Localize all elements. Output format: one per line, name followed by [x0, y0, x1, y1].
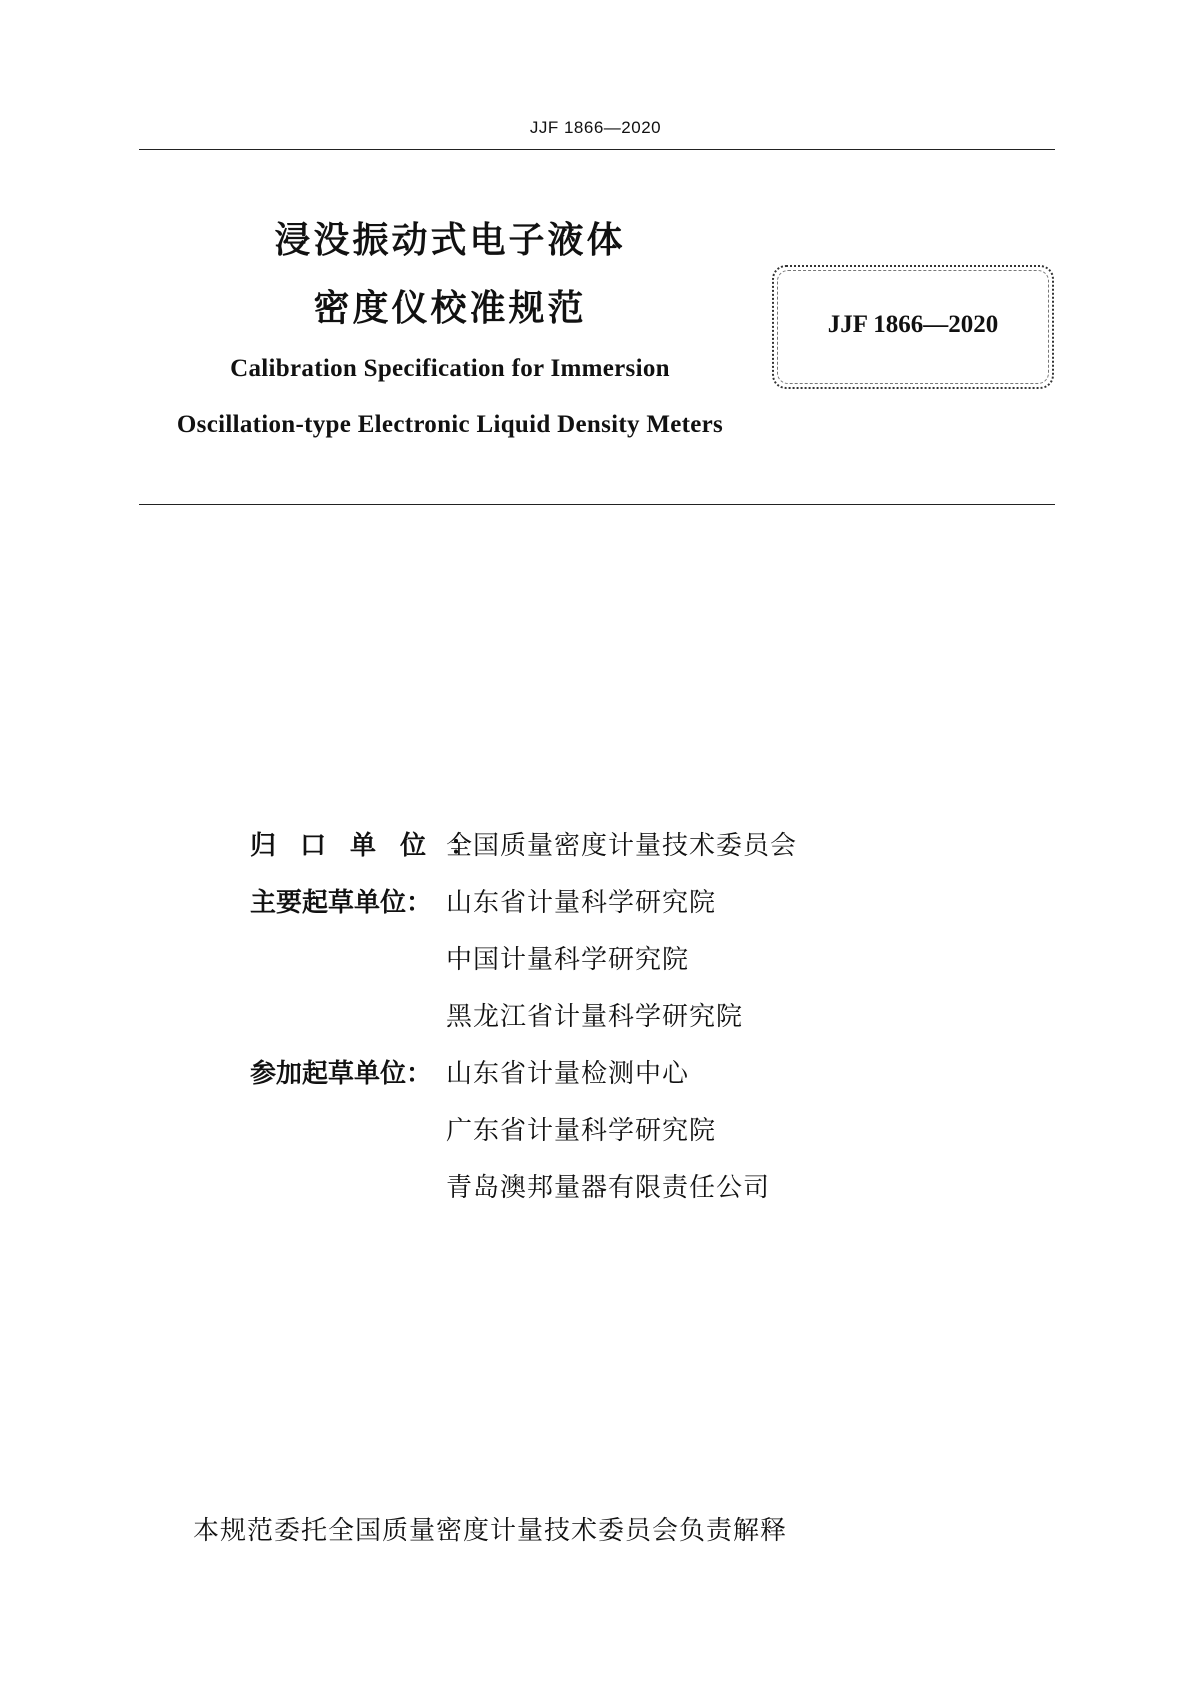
participating-item: 山东省计量检测中心 — [446, 1059, 690, 1089]
standard-code: JJF 1866—2020 — [827, 311, 999, 338]
main-drafting-item: 中国计量科学研究院 — [446, 945, 690, 975]
header-code: JJF 1866—2020 — [529, 118, 662, 137]
main-drafting-item: 山东省计量科学研究院 — [446, 888, 717, 918]
responsible-value: 全国质量密度计量技术委员会 — [446, 831, 798, 861]
interpretation-note: 本规范委托全国质量密度计量技术委员会负责解释 — [193, 1516, 788, 1546]
participating-label: 参加起草单位： — [250, 1059, 433, 1089]
main-drafting-item: 黑龙江省计量科学研究院 — [446, 1002, 744, 1032]
title-zh-line2: 密度仪校准规范 — [313, 288, 587, 329]
standard-code-box — [772, 265, 1054, 389]
responsible-label: 归口单位： — [250, 831, 501, 861]
title-zh-line1: 浸没振动式电子液体 — [274, 220, 626, 261]
participating-item: 青岛澳邦量器有限责任公司 — [446, 1173, 771, 1203]
header-rule — [139, 149, 1055, 150]
title-rule — [139, 504, 1055, 505]
title-en-line1: Calibration Specification for Immersion — [230, 355, 670, 382]
main-drafting-label: 主要起草单位： — [250, 888, 433, 918]
title-en-line2: Oscillation-type Electronic Liquid Density Meters — [176, 411, 724, 438]
participating-item: 广东省计量科学研究院 — [446, 1116, 717, 1146]
